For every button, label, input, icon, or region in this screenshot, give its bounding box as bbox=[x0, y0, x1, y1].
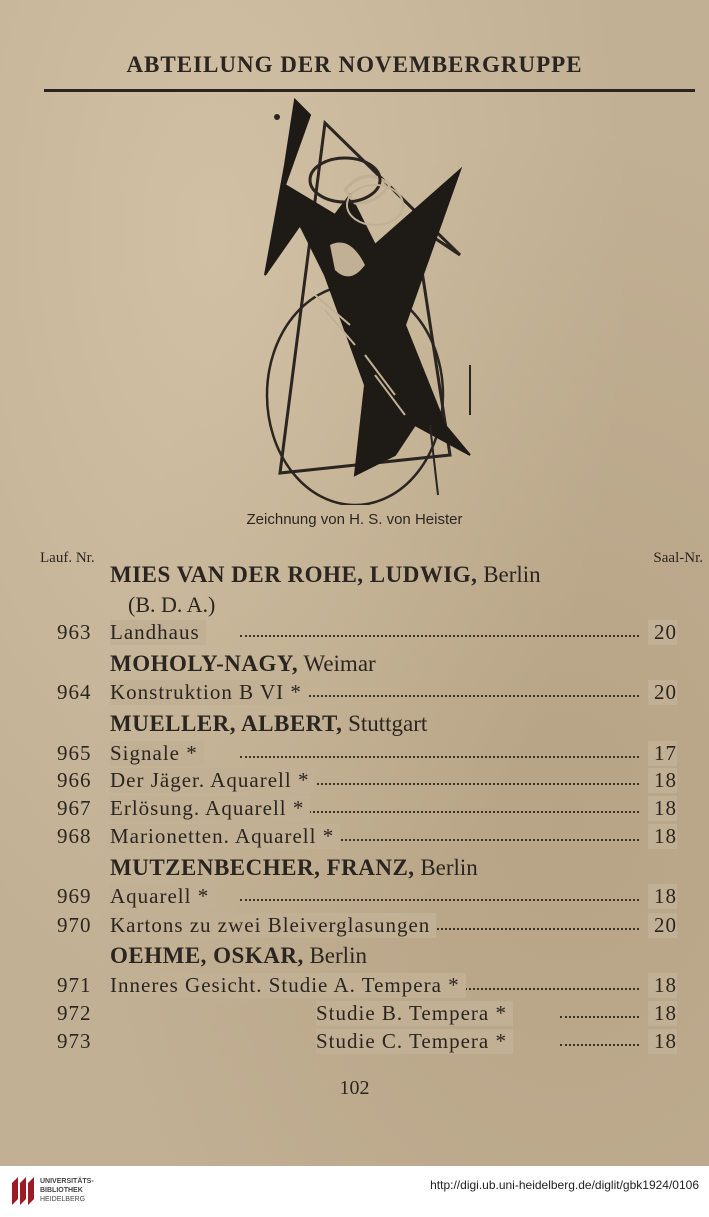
catalog-entry bbox=[0, 913, 709, 941]
catalog-entry bbox=[0, 884, 709, 912]
entry-title: Der Jäger. Aquarell * bbox=[110, 768, 315, 793]
artist-city: Berlin bbox=[483, 562, 541, 587]
entry-number: 972 bbox=[57, 1001, 92, 1025]
col-head-lauf: Lauf. Nr. bbox=[40, 550, 95, 566]
entry-room: 18 bbox=[648, 824, 677, 849]
artist-name: OEHME, OSKAR, bbox=[110, 943, 304, 968]
entry-title: Studie C. Tempera * bbox=[316, 1029, 513, 1054]
entry-number: 970 bbox=[57, 913, 92, 937]
entry-title: Marionetten. Aquarell * bbox=[110, 824, 340, 849]
entry-room: 18 bbox=[648, 1029, 677, 1054]
entry-room: 18 bbox=[648, 768, 677, 793]
woodcut-drawing bbox=[255, 95, 475, 505]
entry-room: 20 bbox=[648, 680, 677, 705]
entry-number: 964 bbox=[57, 680, 92, 704]
artist-name: MUTZENBECHER, FRANZ, bbox=[110, 855, 415, 880]
artist-heading bbox=[110, 651, 376, 677]
figure-caption: Zeichnung von H. S. von Heister bbox=[246, 511, 463, 528]
source-url-link[interactable]: http://digi.ub.uni-heidelberg.de/diglit/gbk1924/0106 bbox=[430, 1178, 699, 1192]
leader-dots bbox=[560, 1044, 639, 1046]
entry-room: 17 bbox=[648, 741, 677, 766]
catalog-entry bbox=[0, 680, 709, 708]
entry-number: 963 bbox=[57, 620, 92, 644]
artist-affiliation: (B. D. A.) bbox=[128, 592, 216, 617]
catalog-entry bbox=[0, 1001, 709, 1029]
entry-title: Konstruktion B VI * bbox=[110, 680, 308, 705]
university-logo-icon bbox=[10, 1175, 36, 1207]
artist-heading bbox=[110, 855, 478, 881]
artist-city: Stuttgart bbox=[348, 711, 428, 736]
leader-dots bbox=[240, 899, 639, 901]
catalog-entry bbox=[0, 768, 709, 796]
artist-city: Berlin bbox=[309, 943, 367, 968]
entry-room: 20 bbox=[648, 620, 677, 645]
entry-title: Kartons zu zwei Bleiverglasungen bbox=[110, 913, 436, 938]
catalog-entry bbox=[0, 973, 709, 1001]
entry-title: Aquarell * bbox=[110, 884, 215, 909]
title-rule bbox=[44, 89, 695, 92]
entry-title: Erlösung. Aquarell * bbox=[110, 796, 310, 821]
entry-number: 965 bbox=[57, 741, 92, 765]
entry-title: Inneres Gesicht. Studie A. Tempera * bbox=[110, 973, 466, 998]
artist-city: Berlin bbox=[420, 855, 478, 880]
catalog-entry bbox=[0, 796, 709, 824]
leader-dots bbox=[560, 1016, 639, 1018]
page-title: ABTEILUNG DER NOVEMBERGRUPPE bbox=[126, 52, 583, 77]
catalog-entry bbox=[0, 620, 709, 648]
viewer-footer bbox=[0, 1166, 709, 1217]
entry-number: 973 bbox=[57, 1029, 92, 1053]
entry-title: Signale * bbox=[110, 741, 204, 766]
entry-title: Studie B. Tempera * bbox=[316, 1001, 513, 1026]
entry-number: 969 bbox=[57, 884, 92, 908]
artist-heading bbox=[110, 711, 427, 737]
artist-name: MIES VAN DER ROHE, LUDWIG, bbox=[110, 562, 478, 587]
entry-room: 18 bbox=[648, 884, 677, 909]
leader-dots bbox=[240, 756, 639, 758]
entry-number: 971 bbox=[57, 973, 92, 997]
artist-city: Weimar bbox=[303, 651, 376, 676]
entry-number: 966 bbox=[57, 768, 92, 792]
entry-room: 18 bbox=[648, 796, 677, 821]
entry-room: 20 bbox=[648, 913, 677, 938]
catalog-entry bbox=[0, 1029, 709, 1057]
entry-room: 18 bbox=[648, 973, 677, 998]
artist-heading bbox=[110, 943, 367, 969]
catalog-entry bbox=[0, 741, 709, 769]
catalog-entry bbox=[0, 824, 709, 852]
col-head-saal: Saal-Nr. bbox=[653, 550, 703, 566]
page-number: 102 bbox=[339, 1077, 370, 1099]
entry-title: Landhaus bbox=[110, 620, 206, 645]
library-name: UNIVERSITÄTS- BIBLIOTHEK HEIDELBERG bbox=[40, 1178, 94, 1203]
entry-room: 18 bbox=[648, 1001, 677, 1026]
artist-heading bbox=[110, 562, 541, 588]
artist-name: MOHOLY-NAGY, bbox=[110, 651, 299, 676]
entry-number: 968 bbox=[57, 824, 92, 848]
entry-number: 967 bbox=[57, 796, 92, 820]
leader-dots bbox=[240, 635, 639, 637]
artist-name: MUELLER, ALBERT, bbox=[110, 711, 343, 736]
